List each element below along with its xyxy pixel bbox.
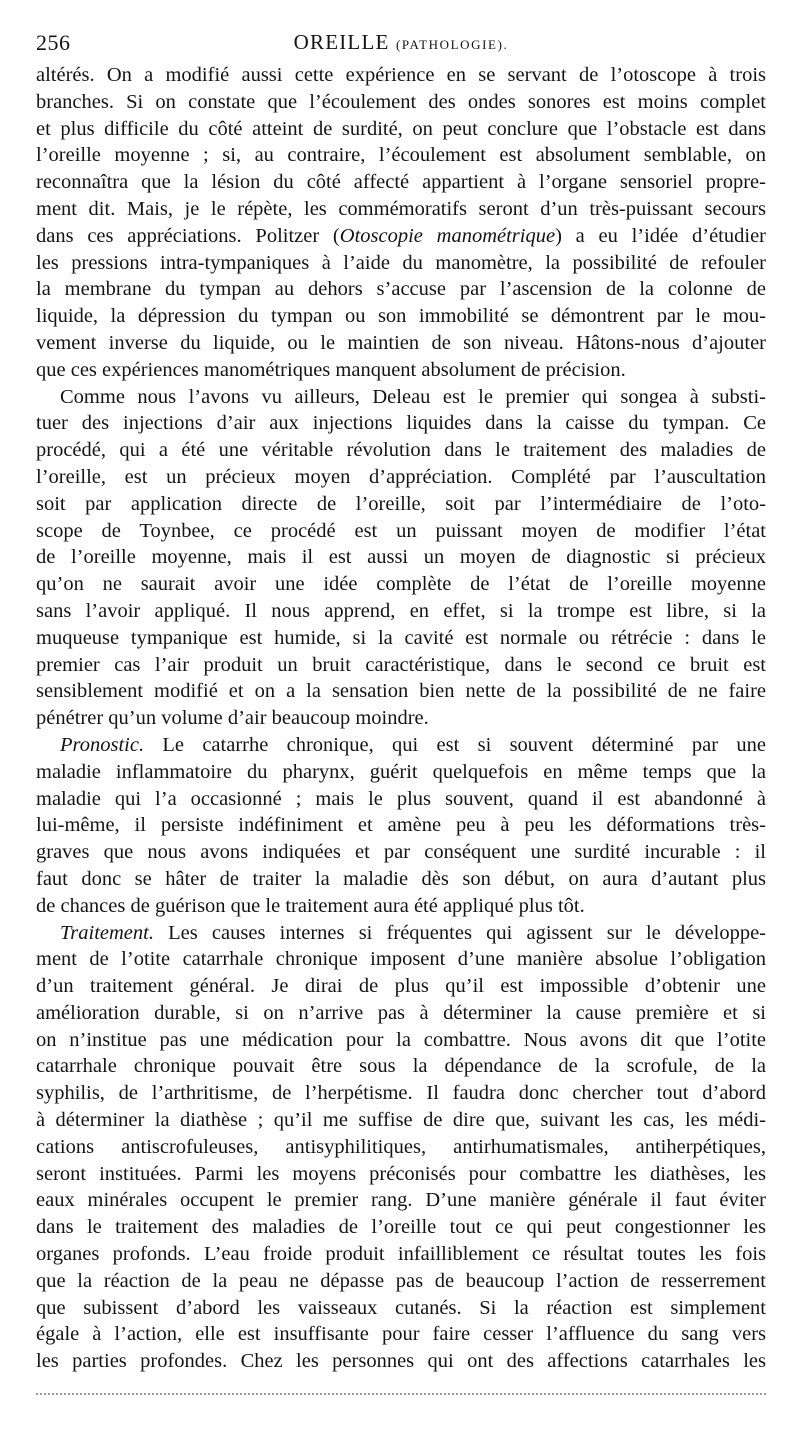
text-line: la membrane du tympan au dehors s’accuse par l’ascension de la colonne de	[36, 278, 766, 301]
section-heading-traitement: Traitement.	[60, 921, 154, 944]
page-number: 256	[36, 30, 71, 55]
text-line: syphilis, de l’arthritisme, de l’herpétisme. Il faudra donc chercher tout d’abord	[36, 1082, 766, 1105]
text-line: tuer des injections d’air aux injections liquides dans la caisse du tympan. Ce	[36, 412, 766, 435]
text-line: qu’on ne saurait avoir une idée complète de l’état de l’oreille moyenne	[36, 573, 766, 596]
text-line-mixed	[36, 223, 766, 250]
running-title	[36, 30, 766, 55]
text-line: que la réaction de la peau ne dépasse pas de beaucoup l’action de resserrement	[36, 1269, 766, 1292]
text-line: ment de l’otite catarrhale chronique imposent d’une manière absolue l’obligation	[36, 948, 766, 971]
text-line: lui-même, il persiste indéfiniment et amène peu à peu les déformations très-	[36, 814, 766, 837]
text-line: dans le traitement des maladies de l’oreille tout ce qui peut congestionner les	[36, 1216, 766, 1239]
text-line: reconnaîtra que la lésion du côté affecté appartient à l’organe sensoriel propre-	[36, 171, 766, 194]
text-line-mixed	[36, 920, 766, 947]
text-line: à déterminer la diathèse ; qu’il me suffise de dire que, suivant les cas, les médi-	[36, 1109, 766, 1132]
text-line: catarrhale chronique pouvait être sous la dépendance de la scrofule, de la	[36, 1055, 766, 1078]
text-line: eaux minérales occupent le premier rang. D’une manière générale il faut éviter	[36, 1189, 766, 1212]
text-line: maladie qui l’a occasionné ; mais le plus souvent, quand il est abandonné à	[36, 787, 766, 810]
text-line: faut donc se hâter de traiter la maladie dès son début, on aura d’autant plus	[36, 867, 766, 890]
running-title-sub: (PATHOLOGIE).	[395, 37, 509, 52]
text-line: les pressions intra-tympaniques à l’aide du manomètre, la possibilité de refouler	[36, 251, 766, 274]
text-line: seront instituées. Parmi les moyens préconisés pour combattre les diathèses, les	[36, 1162, 766, 1185]
running-title-main: OREILLE	[293, 30, 390, 54]
text-line-mixed	[36, 732, 766, 759]
text-line: égale à l’action, elle est insuffisante pour faire cesser l’affluence du sang vers	[36, 1323, 766, 1346]
text-line: d’un traitement général. Je dirai de plus qu’il est impossible d’obtenir une	[36, 975, 766, 998]
cited-title: Otoscopie manométrique	[339, 224, 556, 247]
text-line: que ces expériences manométriques manquent absolument de précision.	[36, 358, 626, 381]
text-line: et plus difficile du côté atteint de surdité, on peut conclure que l’obstacle est dans	[36, 117, 766, 140]
text-line: l’oreille, est un précieux moyen d’appréciation. Complété par l’auscultation	[36, 465, 766, 488]
text-line: sans l’avoir appliqué. Il nous apprend, en effet, si la trompe est libre, si la	[36, 599, 766, 622]
text-line: ment dit. Mais, je le répète, les commémoratifs seront d’un très-puissant secours	[36, 197, 766, 220]
text-line: on n’institue pas une médication pour la combattre. Nous avons dit que l’otite	[36, 1028, 766, 1051]
text-line: liquide, la dépression du tympan ou son immobilité se démontrent par le mou-	[36, 305, 766, 328]
running-header	[36, 30, 766, 56]
text-line: muqueuse tympanique est humide, si la cavité est normale ou rétrécie : dans le	[36, 626, 766, 649]
text-line: soit par application directe de l’oreille, soit par l’intermédiaire de l’oto-	[36, 492, 766, 515]
text-line: amélioration durable, si on n’arrive pas à déterminer la cause première et si	[36, 1001, 766, 1024]
text-line: cations antiscrofuleuses, antisyphilitiques, antirhumatismales, antiherpétiques,	[36, 1135, 766, 1158]
text-line: l’oreille moyenne ; si, au contraire, l’écoulement est absolument semblable, on	[36, 144, 766, 167]
text-line: organes profonds. L’eau froide produit infailliblement ce résultat toutes les fois	[36, 1243, 766, 1266]
body-text	[36, 62, 766, 1375]
text-line: scope de Toynbee, ce procédé est un puissant moyen de modifier l’état	[36, 519, 766, 542]
text-line: vement inverse du liquide, ou le maintien de son niveau. Hâtons-nous d’ajouter	[36, 331, 766, 354]
text-line: branches. Si on constate que l’écoulement des ondes sonores est moins complet	[36, 90, 766, 113]
text-line: Comme nous l’avons vu ailleurs, Deleau est le premier qui songea à substi-	[60, 385, 766, 408]
footer-divider	[36, 1393, 766, 1397]
text-line: graves que nous avons indiquées et par conséquent une surdité incurable : il	[36, 841, 766, 864]
text-line: premier cas l’air produit un bruit caractéristique, dans le second ce bruit est	[36, 653, 766, 676]
text-fragment: Les causes internes si fréquentes qui agissent sur le développe-	[153, 921, 766, 944]
text-fragment: Le catarrhe chronique, qui est si souvent déterminé par une	[144, 733, 766, 756]
text-line: procédé, qui a été une véritable révolution dans le traitement des maladies de	[36, 439, 766, 462]
text-line: pénétrer qu’un volume d’air beaucoup moindre.	[36, 707, 429, 730]
text-fragment: dans ces appréciations. Politzer (	[36, 224, 340, 247]
text-line: maladie inflammatoire du pharynx, guérit quelquefois en même temps que la	[36, 760, 766, 783]
text-fragment: ) a eu l’idée d’étudier	[555, 224, 766, 247]
text-line: les parties profondes. Chez les personnes qui ont des affections catarrhales les	[36, 1350, 766, 1373]
text-line: altérés. On a modifié aussi cette expérience en se servant de l’otoscope à trois	[36, 64, 766, 86]
text-line: de l’oreille moyenne, mais il est aussi un moyen de diagnostic si précieux	[36, 546, 766, 569]
text-line: sensiblement modifié et on a la sensation bien nette de la possibilité de ne faire	[36, 680, 766, 703]
text-line: que subissent d’abord les vaisseaux cutanés. Si la réaction est simplement	[36, 1296, 766, 1319]
section-heading-pronostic: Pronostic.	[60, 733, 145, 756]
text-line: de chances de guérison que le traitement aura été appliqué plus tôt.	[36, 894, 585, 917]
